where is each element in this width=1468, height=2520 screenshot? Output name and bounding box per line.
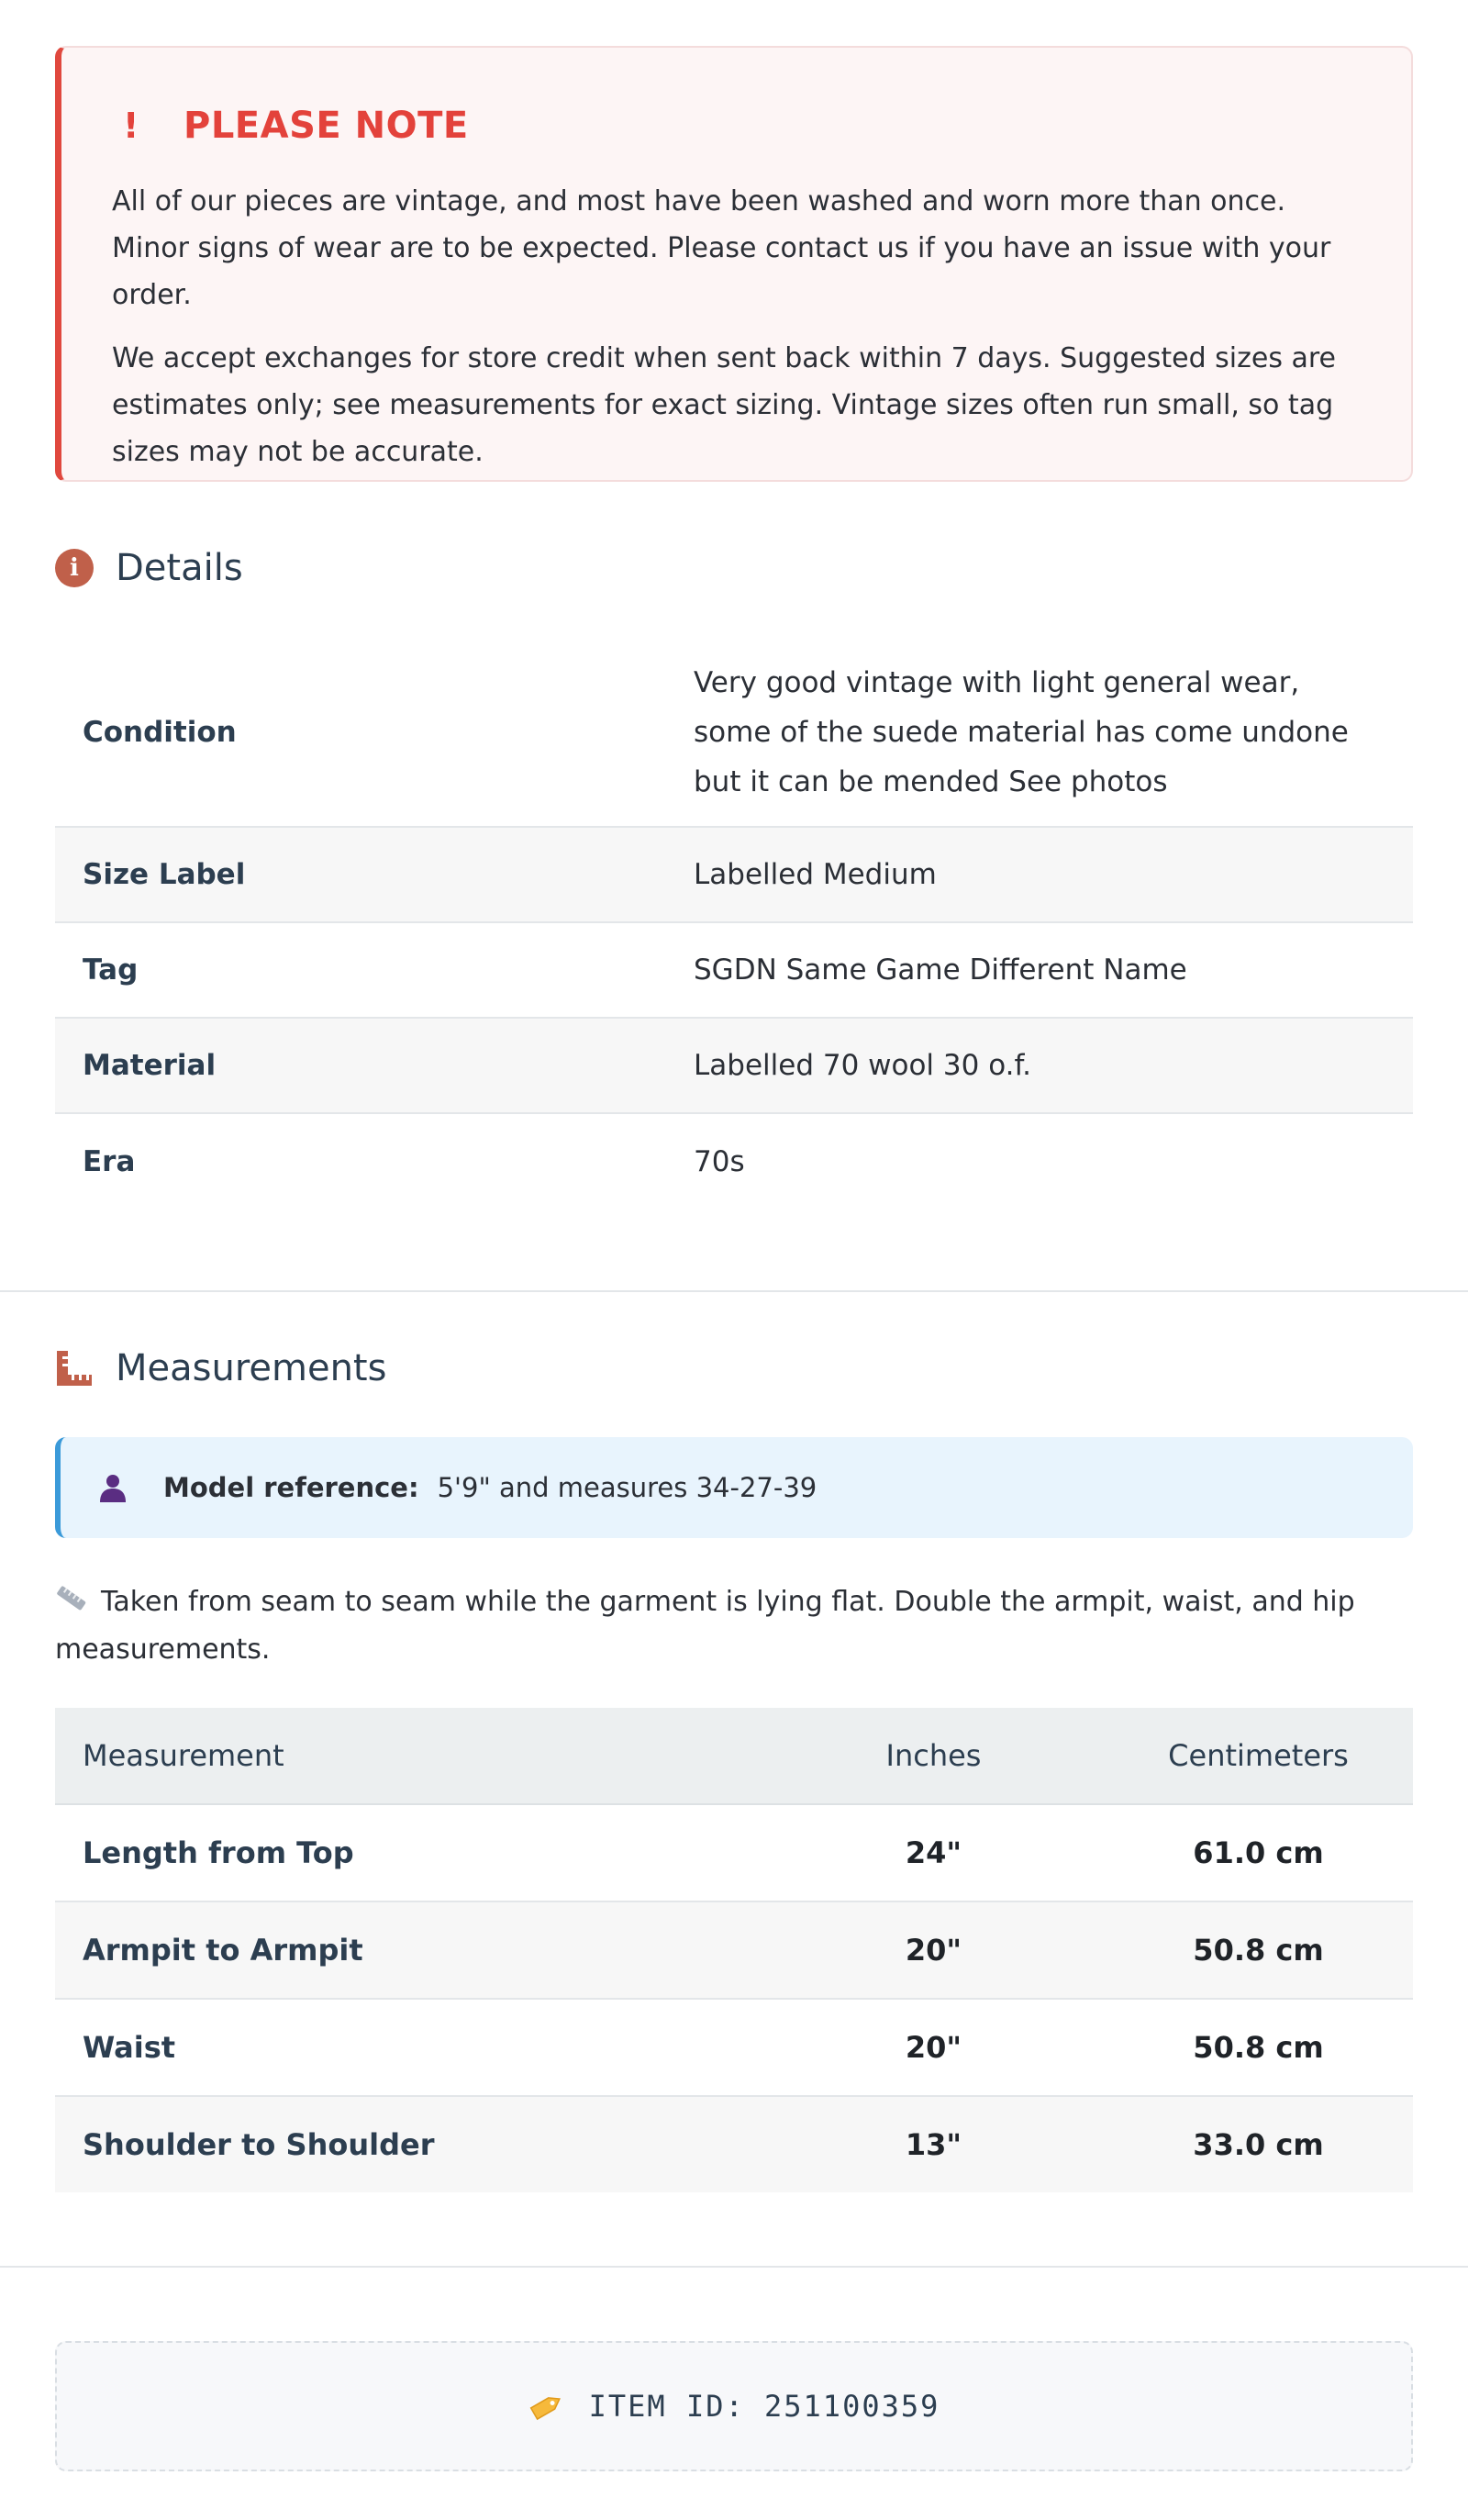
details-heading [55,547,243,589]
measurement-cm: 33.0 cm [1104,2096,1413,2192]
ruler-small-icon [55,1579,88,1626]
measurements-title: Measurements [116,1347,387,1389]
item-id-box [55,2341,1413,2471]
column-header-measurement: Measurement [55,1708,763,1804]
measurement-note [55,1578,1376,1673]
measurement-cm: 61.0 cm [1104,1804,1413,1901]
details-value: Labelled 70 wool 30 o.f. [694,1049,1031,1082]
details-key: Tag [83,953,139,987]
details-value: Labelled Medium [694,858,937,891]
details-value: Very good vintage with light general wear, some of the suede material has come undone but it can be mended See photos [694,665,1349,798]
model-reference-label: Model reference: [163,1472,419,1503]
measurement-name: Armpit to Armpit [55,1901,763,1999]
measurement-inches: 24" [763,1804,1104,1901]
details-key: Material [83,1049,217,1082]
details-row-tag [55,922,1413,1018]
please-note-paragraph: We accept exchanges for store credit when sent back within 7 days. Suggested sizes are estimates only; see measurements for exact sizing. Vintage sizes often run small, so tag sizes may not be accurate. [112,342,1337,468]
column-header-inches: Inches [763,1708,1104,1804]
details-key: Size Label [83,858,246,891]
exclamation-icon: ! [123,106,139,146]
details-row-era [55,1113,1413,1209]
details-row-material [55,1018,1413,1113]
ruler-icon [55,1349,116,1388]
please-note-box [55,46,1413,482]
measurement-inches: 20" [763,1999,1104,2096]
measurements-heading [55,1347,386,1389]
person-icon [97,1472,163,1503]
please-note-title: PLEASE NOTE [184,105,469,147]
details-row-condition [55,638,1413,827]
measurement-inches: 20" [763,1901,1104,1999]
section-divider [0,2266,1468,2268]
measurement-name: Length from Top [55,1804,763,1901]
measurement-cm: 50.8 cm [1104,1901,1413,1999]
details-row-size-label [55,827,1413,922]
model-reference-box [55,1437,1413,1538]
please-note-header [112,105,1363,147]
measurement-row [55,1804,1413,1901]
measurement-note-text: Taken from seam to seam while the garment is lying flat. Double the armpit, waist, and hip measurements. [55,1586,1355,1666]
details-key: Condition [83,715,237,749]
details-table [55,638,1413,1209]
please-note-paragraph: All of our pieces are vintage, and most have been washed and worn more than once. Minor signs of wear are to be expected. Please contact us if you have an issue with your order. [112,185,1331,311]
measurements-table [55,1708,1413,2192]
details-title: Details [116,547,243,589]
measurement-row [55,1999,1413,2096]
measurements-header-row [55,1708,1413,1804]
section-divider [0,1290,1468,1292]
measurement-name: Shoulder to Shoulder [55,2096,763,2192]
details-key: Era [83,1144,136,1178]
measurement-cm: 50.8 cm [1104,1999,1413,2096]
details-value: SGDN Same Game Different Name [694,953,1187,987]
measurement-name: Waist [55,1999,763,2096]
measurement-row [55,2096,1413,2192]
price-tag-icon [528,2391,565,2422]
measurement-row [55,1901,1413,1999]
item-id-label: ITEM ID: 251100359 [588,2389,940,2424]
measurement-inches: 13" [763,2096,1104,2192]
info-circle-icon: i [55,549,116,587]
details-value: 70s [694,1144,745,1178]
model-reference-value: 5'9" and measures 34-27-39 [437,1472,817,1503]
column-header-centimeters: Centimeters [1104,1708,1413,1804]
